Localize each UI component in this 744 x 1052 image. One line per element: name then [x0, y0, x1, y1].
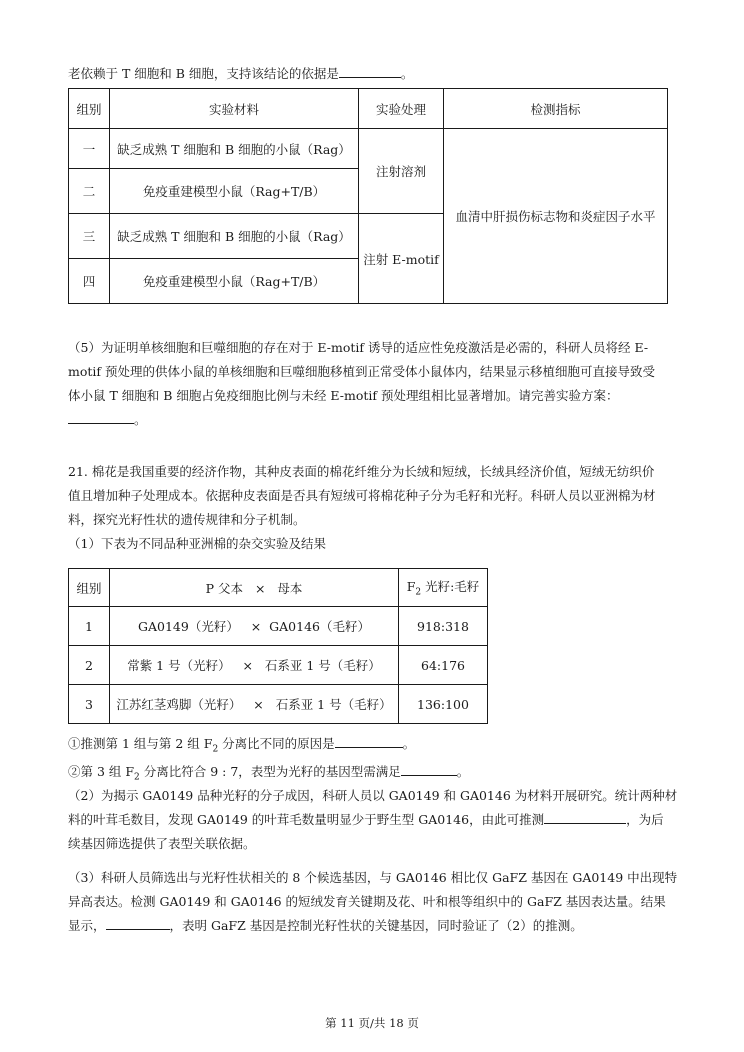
question-1a: ①推测第 1 组与第 2 组 $F_2$ 分离比不同的原因是 。	[68, 736, 416, 755]
question-1b: ②第 3 组 $F_2$ 分离比符合 9 : 7，表型为光籽的基因型需满足 。	[68, 764, 470, 783]
answer-blank[interactable]	[335, 735, 403, 748]
answer-blank[interactable]	[106, 917, 170, 930]
question-21: 21. 棉花是我国重要的经济作物，其种皮表面的棉花纤维分为长绒和短绒，长绒具经济价值，短绒无纺织价 值且增加种子处理成本。依据种皮表面是否具有短绒可将棉花种子分为毛籽和光籽。科研人员以亚洲棉为材 料，探究光籽性状的遗传规律和分子机制。 （1）下表为不同品种亚洲棉的杂交实验及结果	[68, 464, 656, 551]
table-row: 一 缺乏成熟 T 细胞和 B 细胞的小鼠（Rag） 注射溶剂 血清中肝损伤标志物和炎症因子水平	[69, 129, 668, 169]
answer-blank[interactable]	[401, 763, 457, 776]
treatment-emotif: 注射 E-motif	[359, 214, 444, 304]
header-material: 实验材料	[110, 89, 359, 129]
question-2: （2）为揭示 GA0149 品种光籽的分子成因，科研人员以 GA0149 和 GA0146 为材料开展研究。统计两种材 料的叶茸毛数目，发现 GA0149 的叶茸毛数量明显少于野生型 GA0146，由此可推测 ，为后 续基因筛选提供了表型关联依据。	[68, 788, 678, 851]
table-row: 三 缺乏成熟 T 细胞和 B 细胞的小鼠（Rag） 注射 E-motif	[69, 214, 668, 259]
table-row: 1 GA0149（光籽） × GA0146（毛籽） 918:318	[69, 607, 488, 646]
answer-blank[interactable]	[544, 811, 626, 824]
page-footer: 第 11 页/共 18 页	[325, 1016, 419, 1030]
intro-line: 老依赖于 T 细胞和 B 细胞，支持该结论的依据是 。	[68, 66, 414, 81]
header-indicator: 检测指标	[444, 89, 668, 129]
question-5: （5）为证明单核细胞和巨噬细胞的存在对于 E-motif 诱导的适应性免疫激活是必需的，科研人员将经 E- motif 预处理的供体小鼠的单核细胞和巨噬细胞移植到正常受体小鼠体内，结果显示移植细胞可直接导致受 体小鼠 T 细胞和 B 细胞占免疫细胞比例与未经 E-motif 预处理组相比显著增加。请完善实验方案： 。	[68, 340, 656, 427]
indicator-cell: 血清中肝损伤标志物和炎症因子水平	[444, 129, 668, 304]
cross-table	[68, 568, 488, 724]
table-row: 2 常紫 1 号（光籽） × 石系亚 1 号（毛籽） 64:176	[69, 646, 488, 685]
answer-blank[interactable]	[339, 65, 401, 78]
question-3: （3）科研人员筛选出与光籽性状相关的 8 个候选基因，与 GA0146 相比仅 GaFZ 基因在 GA0149 中出现特 异高表达。检测 GA0149 和 GA0146 的短绒发育关键期及花、叶和根等组织中的 GaFZ 基因表达量。结果 显示， ，表明 GaFZ 基因是控制光籽性状的关键基因，同时验证了（2）的推测。	[68, 870, 678, 933]
table-row: 四 免疫重建模型小鼠（Rag+T/B）	[69, 259, 668, 304]
table-row: 二 免疫重建模型小鼠（Rag+T/B）	[69, 169, 668, 214]
answer-blank[interactable]	[68, 411, 134, 424]
header-group: 组别	[69, 89, 110, 129]
header-ratio: $F_2$ 光籽:毛籽	[399, 569, 488, 607]
experiment-table	[68, 88, 668, 304]
treatment-solvent: 注射溶剂	[359, 129, 444, 214]
header-group: 组别	[69, 569, 110, 607]
table-row: 3 江苏红茎鸡脚（光籽） × 石系亚 1 号（毛籽） 136:100	[69, 685, 488, 724]
header-cross: P 父本 × 母本	[110, 569, 399, 607]
header-treatment: 实验处理	[359, 89, 444, 129]
intro-text: 老依赖于 T 细胞和 B 细胞，支持该结论的依据是	[68, 66, 339, 81]
